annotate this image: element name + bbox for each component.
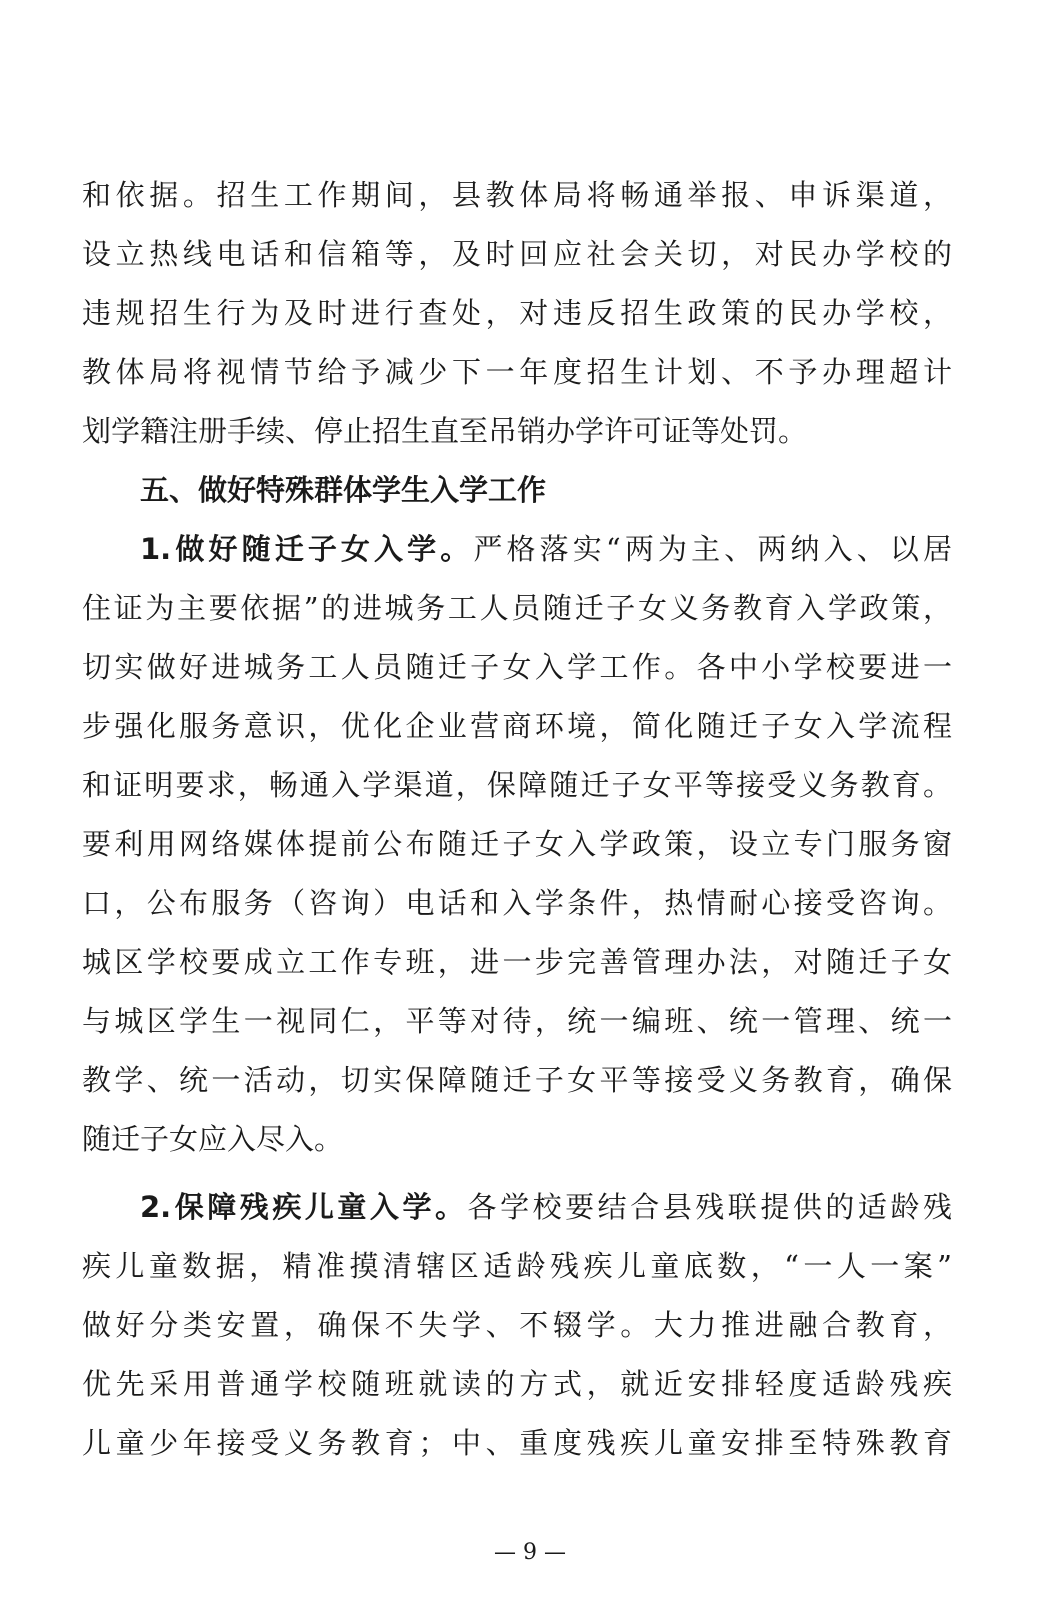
document-body [82,166,952,1473]
text-line: 和依据。招生工作期间，县教体局将畅通举报、申诉渠道， [82,178,952,212]
text-line [82,1178,952,1237]
text-line: 随迁子女应入尽入。 [82,1122,344,1156]
paragraph-migrant-children [82,520,952,1169]
text-line: 划学籍注册手续、停止招生直至吊销办学许可证等处罚。 [82,414,808,448]
paragraph-reporting [82,166,952,461]
text-line [82,520,952,579]
item-lead-text: 各学校要结合县残联提供的适龄残 [467,1190,952,1224]
text-line: 设立热线电话和信箱等，及时回应社会关切，对民办学校的 [82,237,952,271]
text-line: 步强化服务意识，优化企业营商环境，简化随迁子女入学流程 [82,709,952,743]
section-heading: 五、做好特殊群体学生入学工作 [140,473,547,507]
text-line: 切实做好进城务工人员随迁子女入学工作。各中小学校要进一 [82,650,952,684]
item-title: 1.做好随迁子女入学。 [140,532,474,566]
text-line: 教体局将视情节给予减少下一年度招生计划、不予办理超计 [82,355,952,389]
item-title: 2.保障残疾儿童入学。 [140,1190,468,1224]
text-line: 优先采用普通学校随班就读的方式，就近安排轻度适龄残疾 [82,1367,952,1401]
text-line: 要利用网络媒体提前公布随迁子女入学政策，设立专门服务窗 [82,827,952,861]
text-line: 城区学校要成立工作专班，进一步完善管理办法，对随迁子女 [82,945,952,979]
item-lead-text: 严格落实“两为主、两纳入、以居 [473,532,952,566]
text-line: 疾儿童数据，精准摸清辖区适龄残疾儿童底数，“一人一案” [82,1249,952,1283]
text-line: 与城区学生一视同仁，平等对待，统一编班、统一管理、统一 [82,1004,952,1038]
text-line: 住证为主要依据”的进城务工人员随迁子女义务教育入学政策， [82,591,952,625]
text-line: 教学、统一活动，切实保障随迁子女平等接受义务教育，确保 [82,1063,952,1097]
text-line: 违规招生行为及时进行查处，对违反招生政策的民办学校， [82,296,952,330]
paragraph-gap [82,1169,952,1178]
text-line: 和证明要求，畅通入学渠道，保障随迁子女平等接受义务教育。 [82,768,952,802]
paragraph-disabled-children [82,1178,952,1473]
text-line: 做好分类安置，确保不失学、不辍学。大力推进融合教育， [82,1308,952,1342]
text-line: 儿童少年接受义务教育；中、重度残疾儿童安排至特殊教育 [82,1426,952,1460]
text-line: 口，公布服务（咨询）电话和入学条件，热情耐心接受咨询。 [82,886,952,920]
page-number: — 9 — [494,1540,566,1565]
